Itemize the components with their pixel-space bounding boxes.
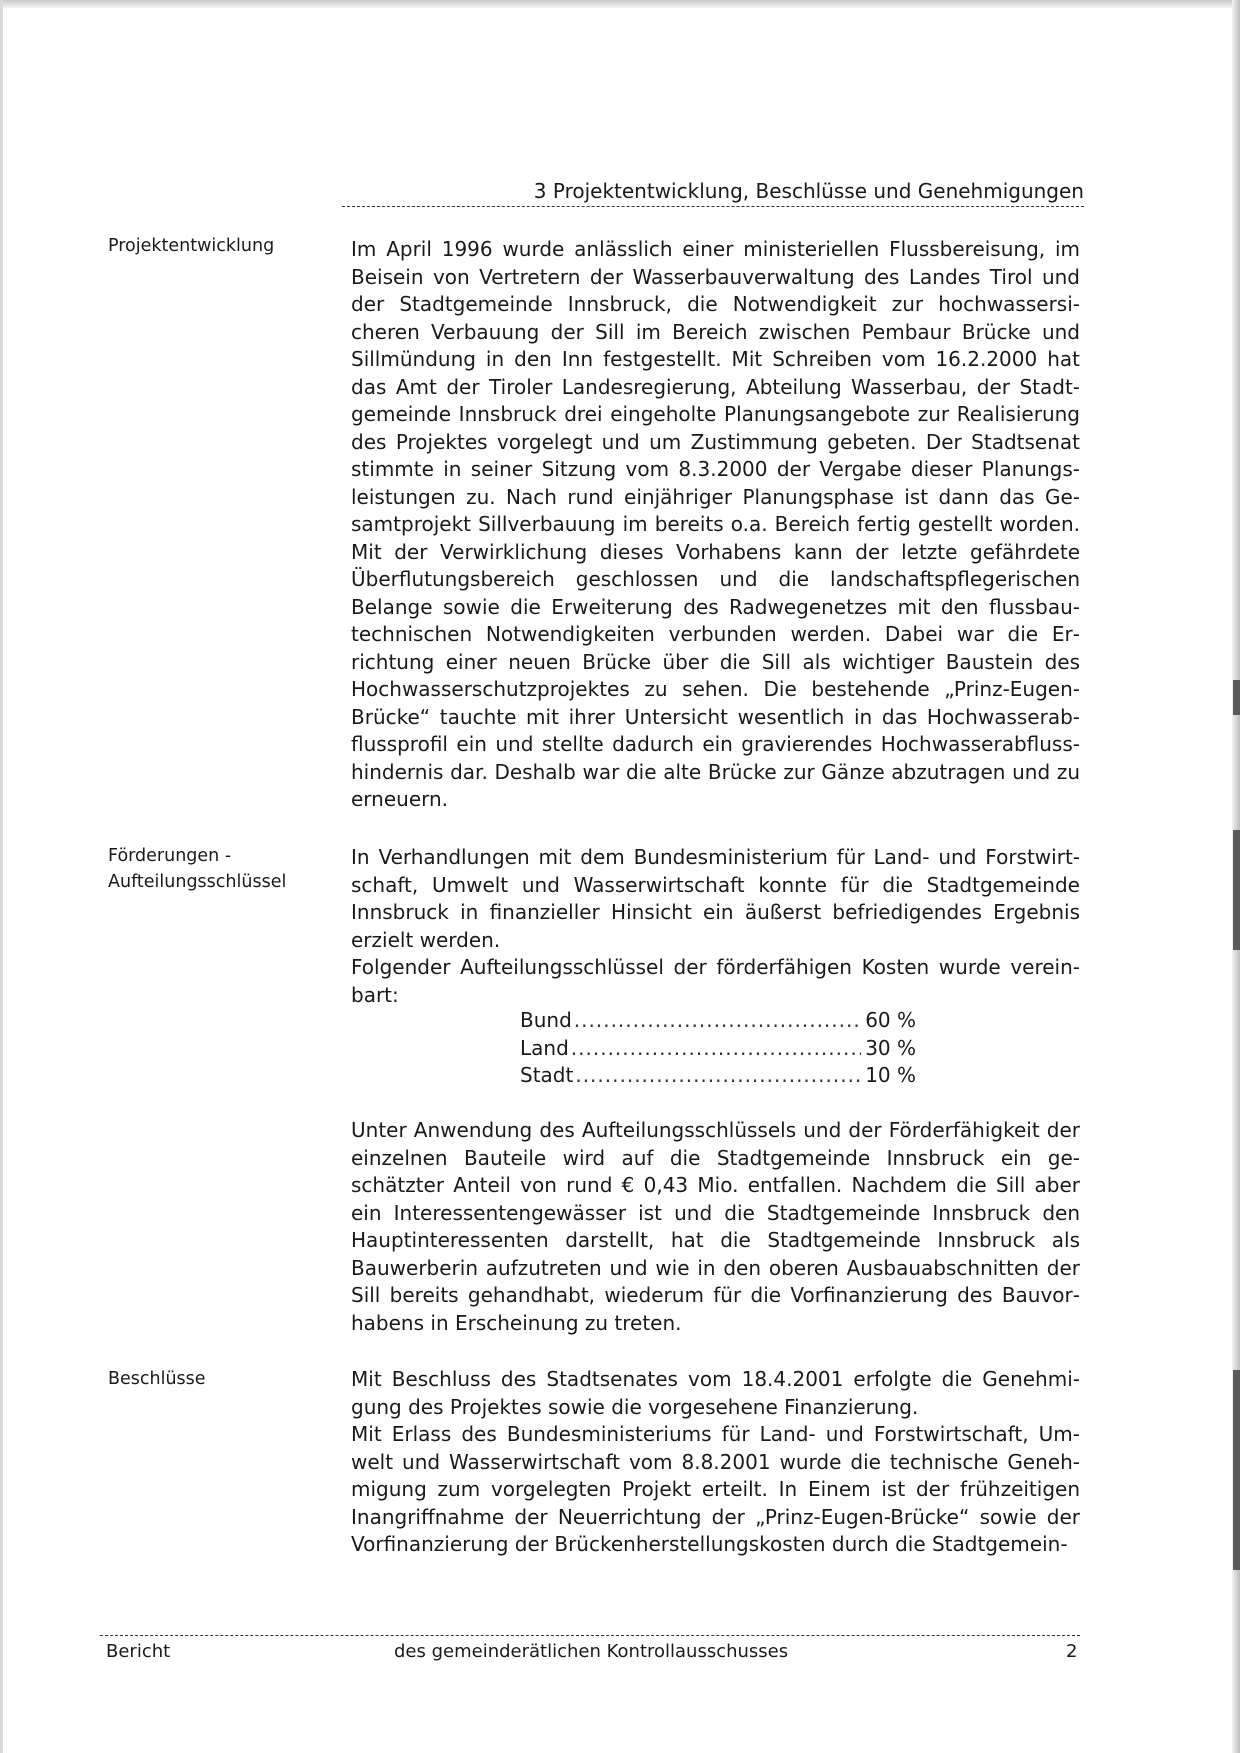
section-projektentwicklung (351, 236, 1080, 814)
paragraph: Mit Beschluss des Stadtsenates vom 18.4.2001 erfolgte die Genehmigung des Projektes sowie die vorgesehene Finanzierung. (351, 1367, 1080, 1419)
distribution-share: 10 % (865, 1063, 916, 1087)
paragraph: Im April 1996 wurde anlässlich einer ministeriellen Flussbereisung, im Beisein von Vertretern der Wasserbauverwaltung des Landes Tirol und der Stadtgemeinde Innsbruck, die Notwendigkeit zur hochwassersicheren Verbauung der Sill im Bereich zwischen Pembaur Brücke und Sillmündung in den Inn festgestellt. Mit Schreiben vom 16.2.2000 hat das Amt der Tiroler Landesregierung, Abteilung Wasserbau, der Stadtgemeinde Innsbruck drei eingeholte Planungsangebote zur Realisierung des Projektes vorgelegt und um Zustimmung gebeten. Der Stadtsenat stimmte in seiner Sitzung vom 8.3.2000 der Vergabe dieser Planungsleistungen zu. Nach rund einjähriger Planungsphase ist dann das Gesamtprojekt Sillverbauung im bereits o.a. Bereich fertig gestellt worden. Mit der Verwirklichung dieses Vorhabens kann der letzte gefährdete Überflutungsbereich geschlossen und die landschaftspflegerischen Belange sowie die Erweiterung des Radwegenetzes mit den flussbautechnischen Notwendigkeiten verbunden werden. Dabei war die Errichtung einer neuen Brücke über die Sill als wichtiger Baustein des Hochwasserschutzprojektes zu sehen. Die bestehende „Prinz-Eugen-Brücke“ tauchte mit ihrer Untersicht wesentlich in das Hochwasserabflussprofil ein und stellte dadurch ein gravierendes Hochwasserabflusshindernis dar. Deshalb war die alte Brücke zur Gänze abzutragen und zu erneuern. (351, 237, 1080, 811)
margin-label-line: Aufteilungsschlüssel (108, 872, 287, 892)
scan-mark (1233, 830, 1240, 950)
distribution-row (520, 1007, 916, 1035)
margin-label-line: Förderungen - (108, 846, 232, 866)
distribution-name: Land (520, 1035, 569, 1060)
distribution-list (520, 1007, 916, 1090)
distribution-row (520, 1062, 916, 1090)
section-foerderungen-intro (351, 844, 1080, 1009)
section-beschluesse (351, 1366, 1080, 1559)
leader-dots (574, 1007, 861, 1035)
footer-center: des gemeinderätlichen Kontrollausschusses (394, 1641, 789, 1662)
leader-dots (575, 1062, 861, 1090)
scan-edge-left (0, 0, 3, 1753)
margin-label-foerderungen (108, 843, 328, 895)
paragraph: Folgender Aufteilungsschlüssel der förderfähigen Kosten wurde vereinbart: (351, 955, 1080, 1007)
distribution-name: Bund (520, 1008, 572, 1032)
footer-left: Bericht (106, 1641, 171, 1662)
paragraph: Unter Anwendung des Aufteilungsschlüssels und der Förderfähigkeit der einzelnen Bauteile wird auf die Stadtgemeinde Innsbruck ein geschätzter Anteil von rund € 0,43 Mio. entfallen. Nachdem die Sill aber ein Interessentengewässer ist und die Stadtgemeinde Innsbruck den Hauptinteressenten darstellt, hat die Stadtgemeinde Innsbruck als Bauwerberin aufzutreten und wie in den oberen Ausbauabschnitten der Sill bereits gehandhabt, wiederum für die Vorfinanzierung des Bauvorhabens in Erscheinung zu treten. (351, 1118, 1080, 1335)
distribution-name: Stadt (520, 1063, 574, 1087)
page-number: 2 (1066, 1641, 1078, 1662)
section-foerderungen-outro (351, 1117, 1080, 1337)
leader-dots (571, 1035, 861, 1063)
paragraph: In Verhandlungen mit dem Bundesministerium für Land- und Forstwirtschaft, Umwelt und Wasserwirtschaft konnte für die Stadtgemeinde Innsbruck in finanzieller Hinsicht ein äußerst befriedigendes Ergebnis erzielt werden. (351, 845, 1080, 952)
distribution-share: 60 % (865, 1008, 916, 1032)
margin-label-beschluesse: Beschlüsse (108, 1369, 206, 1389)
header-divider (342, 206, 1084, 207)
margin-label-projektentwicklung: Projektentwicklung (108, 236, 275, 256)
distribution-row (520, 1035, 916, 1063)
scan-mark (1233, 680, 1240, 715)
scan-edge-top (0, 0, 1240, 8)
paragraph: Mit Erlass des Bundesministeriums für Land- und Forstwirtschaft, Umwelt und Wasserwirtschaft vom 8.8.2001 wurde die technische Genehmigung zum vorgelegten Projekt erteilt. In Einem ist der frühzeitigen Inangriffnahme der Neuerrichtung der „Prinz-Eugen-Brücke“ sowie der Vorfinanzierung der Brückenherstellungskosten durch die Stadtgemein- (351, 1422, 1080, 1556)
distribution-share: 30 % (865, 1035, 916, 1060)
scan-mark (1233, 1370, 1240, 1570)
footer-divider (100, 1635, 1080, 1636)
chapter-heading: 3 Projektentwicklung, Beschlüsse und Genehmigungen (533, 179, 1084, 203)
